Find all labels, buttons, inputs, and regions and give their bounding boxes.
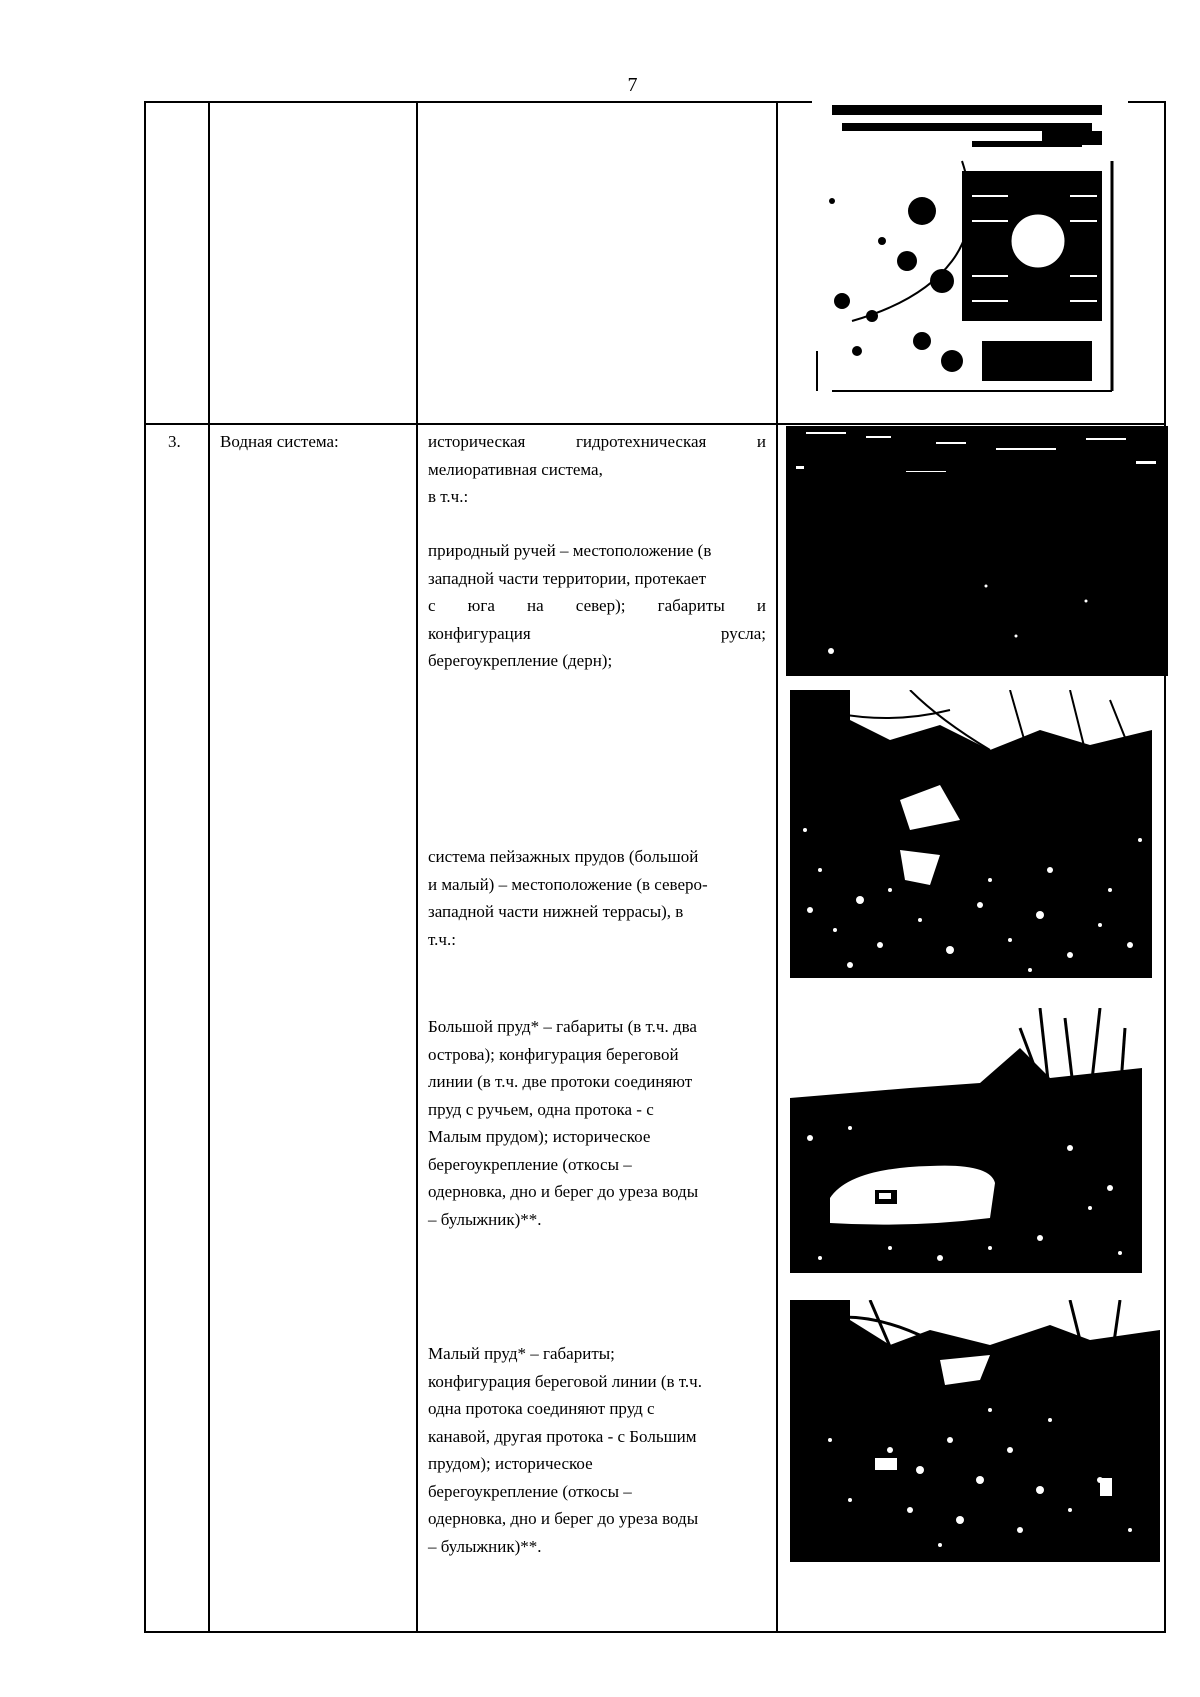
text-line: одерновка, дно и берег до уреза воды: [428, 1182, 699, 1201]
column-border-description: [776, 101, 778, 1633]
text-line: одерновка, дно и берег до уреза воды: [428, 1509, 699, 1528]
text-line: берегоукрепление (откосы –: [428, 1481, 632, 1501]
description-big-pond: [428, 1013, 766, 1233]
text-line: канавой, другая протока - с Большим: [428, 1426, 697, 1446]
text-line: Малый пруд* – габариты;: [428, 1344, 615, 1363]
text-line: и малый) – местоположение (в северо-: [428, 874, 708, 894]
text-line: природный ручей – местоположение (в: [428, 541, 712, 560]
text-line: конфигурация русла;: [428, 623, 766, 643]
column-border-left: [144, 101, 146, 1633]
text-line: берегоукрепление (откосы –: [428, 1154, 632, 1174]
description-stream: [428, 537, 766, 675]
text-line: конфигурация береговой линии (в т.ч.: [428, 1371, 702, 1391]
text-line: система пейзажных прудов (большой: [428, 847, 699, 866]
text-line: одна протока соединяют пруд с: [428, 1399, 655, 1418]
text-line: пруд с ручьем, одна протока - с: [428, 1099, 654, 1119]
row-divider: [144, 423, 1166, 425]
text-line: западной части нижней террасы), в: [428, 902, 684, 921]
column-border-right: [1164, 101, 1166, 1633]
text-line: прудом); историческое: [428, 1454, 593, 1473]
text-line: линии (в т.ч. две протоки соединяют: [428, 1072, 693, 1091]
text-line: историческая гидротехническая и: [428, 432, 766, 451]
small-pond-photo: [790, 1300, 1160, 1562]
description-pond-system: [428, 843, 766, 953]
text-line: берегоукрепление (дерн);: [428, 651, 613, 670]
text-line: – булыжник)**.: [428, 1536, 542, 1556]
element-name: Водная система:: [220, 432, 339, 451]
text-line: т.ч.:: [428, 929, 456, 949]
text-line: мелиоративная система,: [428, 459, 603, 479]
stream-photo: [786, 426, 1168, 676]
description-hydro-system: [428, 428, 766, 511]
text-line: Большой пруд* – габариты (в т.ч. два: [428, 1017, 697, 1036]
column-border-num: [208, 101, 210, 1633]
column-border-element: [416, 101, 418, 1633]
table-bottom-border: [144, 1631, 1166, 1633]
description-small-pond: [428, 1340, 766, 1560]
page-number: 7: [627, 74, 638, 96]
site-plan-image: [812, 101, 1128, 395]
row-number: 3.: [168, 432, 181, 451]
text-line: западной части территории, протекает: [428, 568, 707, 588]
text-line: острова); конфигурация береговой: [428, 1044, 679, 1064]
pond-system-photo: [790, 690, 1152, 978]
big-pond-photo: [790, 1008, 1142, 1273]
text-line: в т.ч.:: [428, 487, 469, 506]
text-line: – булыжник)**.: [428, 1209, 542, 1229]
text-line: с юга на север); габариты и: [428, 596, 766, 615]
text-line: Малым прудом); историческое: [428, 1127, 651, 1146]
